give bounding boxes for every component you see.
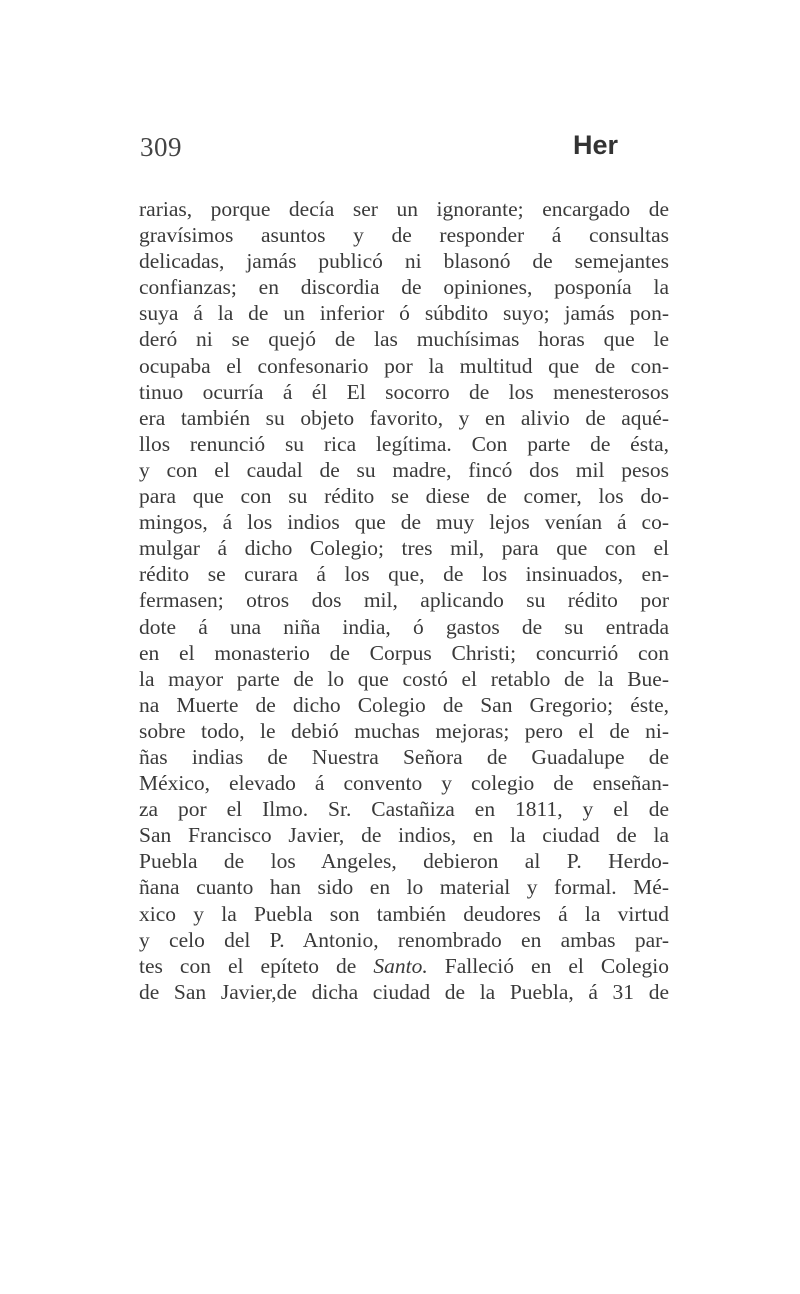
- text-line: y con el caudal de su madre, fincó dos mil pesos: [139, 457, 669, 482]
- text-line: San Francisco Javier, de indios, en la ciudad de la: [139, 823, 669, 848]
- text-line: llos renunció su rica legítima. Con parte de ésta,: [139, 431, 669, 456]
- text-line: Puebla de los Angeles, debieron al P. Herdo-: [139, 849, 669, 874]
- text-line: dote á una niña india, ó gastos de su entrada: [139, 614, 669, 639]
- text-line: ocupaba el confesonario por la multitud que de con-: [139, 353, 669, 378]
- text-line: xico y la Puebla son también deudores á la virtud: [139, 901, 669, 926]
- text-line: era también su objeto favorito, y en alivio de aqué-: [139, 405, 669, 430]
- text-line: za por el Ilmo. Sr. Castañiza en 1811, y el de: [139, 797, 669, 822]
- text-line: mulgar á dicho Colegio; tres mil, para que con el: [139, 536, 669, 561]
- text-line: rarias, porque decía ser un ignorante; encargado de: [139, 197, 669, 221]
- text-line: ñana cuanto han sido en lo material y formal. Mé-: [139, 875, 669, 900]
- text-line: fermasen; otros dos mil, aplicando su rédito por: [139, 588, 669, 613]
- text-line-with-italic: [139, 953, 669, 979]
- text-line: la mayor parte de lo que costó el retablo de la Bue-: [139, 666, 669, 691]
- text-segment: Falleció en el Colegio: [427, 953, 669, 978]
- text-line: mingos, á los indios que de muy lejos venían á co-: [139, 510, 669, 535]
- text-line: delicadas, jamás publicó ni blasonó de semejantes: [139, 249, 669, 274]
- text-line: en el monasterio de Corpus Christi; concurrió con: [139, 640, 669, 665]
- text-line: suya á la de un inferior ó súbdito suyo; jamás pon-: [139, 301, 669, 326]
- text-line: de San Javier,de dicha ciudad de la Puebla, á 31 de: [139, 979, 669, 1004]
- text-segment: tes con el epíteto de: [139, 953, 374, 978]
- page-number: 309: [140, 132, 182, 162]
- text-line: deró ni se quejó de las muchísimas horas que le: [139, 327, 669, 352]
- text-line: rédito se curara á los que, de los insinuados, en-: [139, 562, 669, 587]
- running-head: Her: [573, 130, 619, 160]
- text-line: tinuo ocurría á él El socorro de los menesterosos: [139, 379, 669, 404]
- text-line: ñas indias de Nuestra Señora de Guadalupe de: [139, 744, 669, 769]
- text-line: para que con su rédito se diese de comer, los do-: [139, 484, 669, 509]
- text-line: sobre todo, le debió muchas mejoras; pero el de ni-: [139, 718, 669, 743]
- text-line: México, elevado á convento y colegio de enseñan-: [139, 771, 669, 796]
- text-line: confianzas; en discordia de opiniones, posponía la: [139, 275, 669, 300]
- italic-word-santo: Santo.: [373, 953, 428, 978]
- text-line: na Muerte de dicho Colegio de San Gregorio; éste,: [139, 692, 669, 717]
- text-line: y celo del P. Antonio, renombrado en ambas par-: [139, 927, 669, 952]
- text-line: gravísimos asuntos y de responder á consultas: [139, 223, 669, 248]
- body-text: [139, 196, 669, 1005]
- page-header: [0, 132, 800, 172]
